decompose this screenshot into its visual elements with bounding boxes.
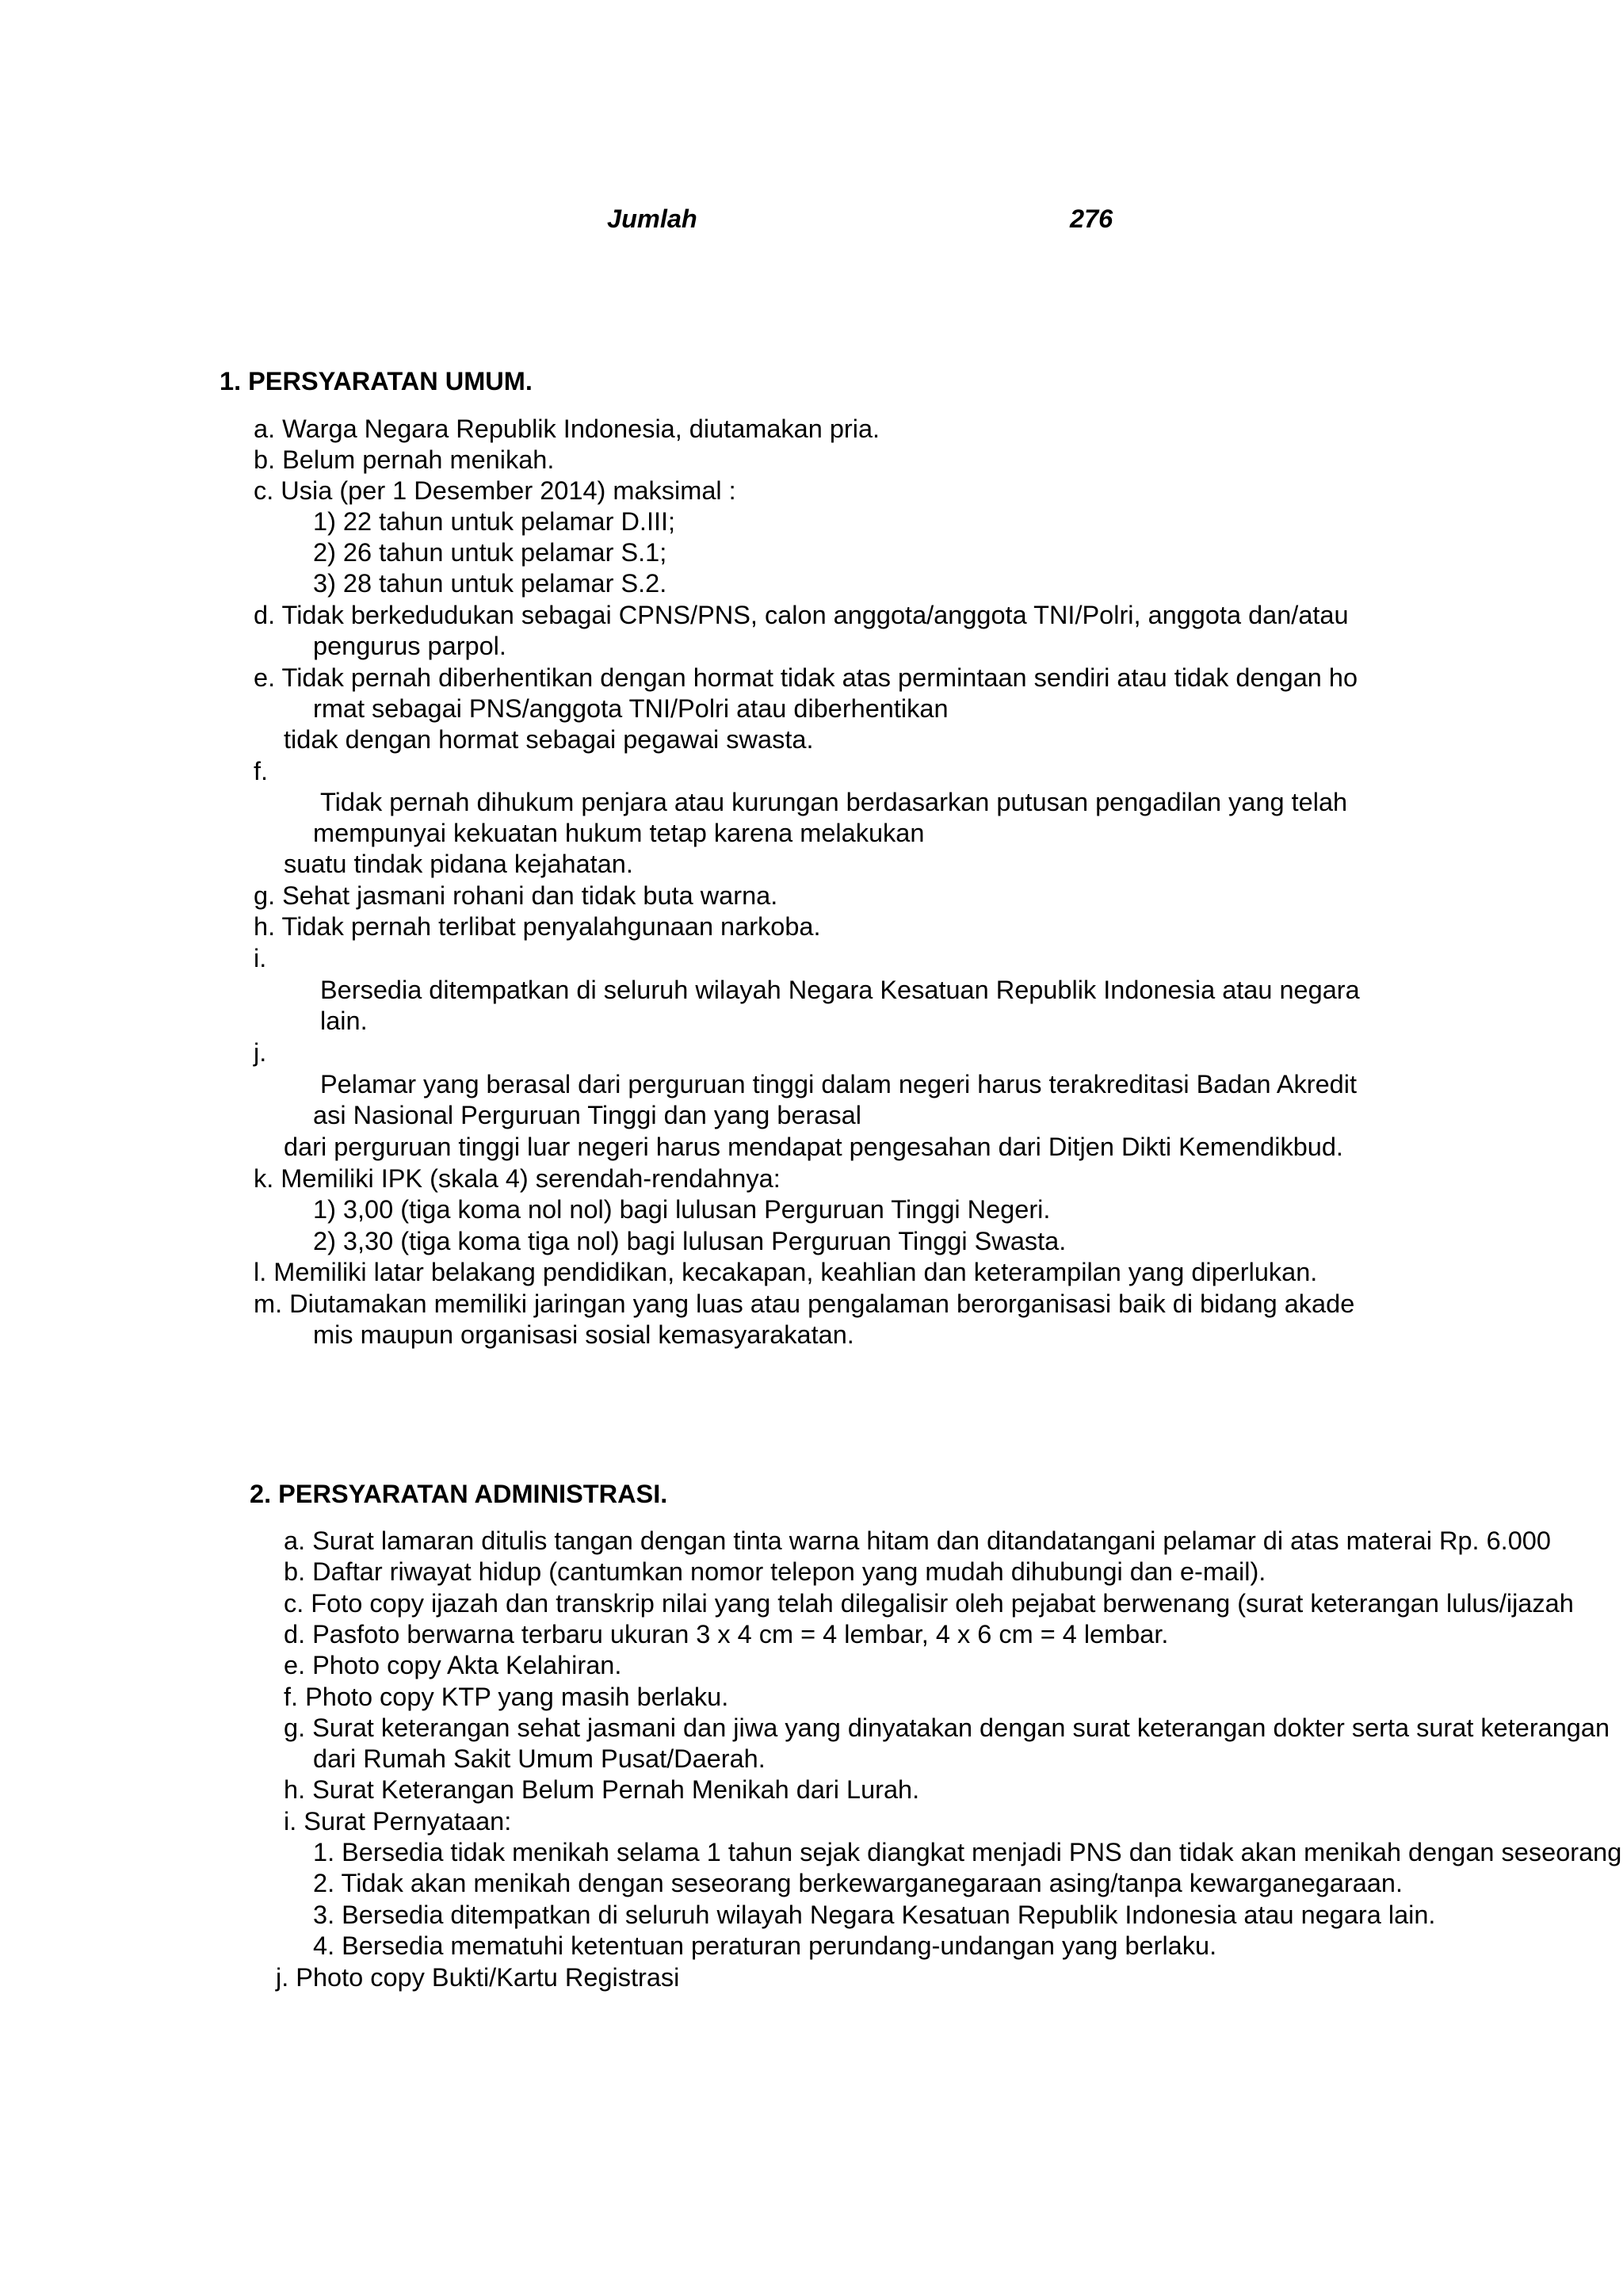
s1-item-d-cont: pengurus parpol. xyxy=(313,632,506,660)
s1-item-f-cont1: mempunyai kekuatan hukum tetap karena melakukan xyxy=(313,819,925,847)
s2-item-g: g. Surat keterangan sehat jasmani dan jiwa yang dinyatakan dengan surat keterangan dokter serta surat keterangan xyxy=(284,1713,1610,1742)
s1-item-c: c. Usia (per 1 Desember 2014) maksimal : xyxy=(254,476,736,505)
s2-item-j: j. Photo copy Bukti/Kartu Registrasi xyxy=(276,1963,680,1992)
s2-item-i-1: 1. Bersedia tidak menikah selama 1 tahun sejak diangkat menjadi PNS dan tidak akan menikah dengan seseorang xyxy=(313,1838,1622,1866)
s2-item-i: i. Surat Pernyataan: xyxy=(284,1807,512,1836)
s2-item-i-2: 2. Tidak akan menikah dengan seseorang berkewarganegaraan asing/tanpa kewarganegaraan. xyxy=(313,1869,1403,1897)
s1-item-i-cont: lain. xyxy=(320,1007,368,1035)
section2-title: 2. PERSYARATAN ADMINISTRASI. xyxy=(250,1480,668,1508)
s1-item-f: Tidak pernah dihukum penjara atau kurungan berdasarkan putusan pengadilan yang telah xyxy=(320,788,1348,816)
s1-item-j: Pelamar yang berasal dari perguruan tinggi dalam negeri harus terakreditasi Badan Akredit xyxy=(320,1070,1357,1098)
s1-item-c-1: 1) 22 tahun untuk pelamar D.III; xyxy=(313,507,676,536)
s2-item-e: e. Photo copy Akta Kelahiran. xyxy=(284,1651,622,1679)
s1-item-k-2: 2) 3,30 (tiga koma tiga nol) bagi lulusan Perguruan Tinggi Swasta. xyxy=(313,1227,1067,1255)
s1-item-i-marker: i. xyxy=(254,944,267,972)
section1-title: 1. PERSYARATAN UMUM. xyxy=(220,367,533,395)
summary-value: 276 xyxy=(1070,204,1113,233)
s1-item-l: l. Memiliki latar belakang pendidikan, kecakapan, keahlian dan keterampilan yang diperlukan. xyxy=(254,1258,1318,1286)
s1-item-g: g. Sehat jasmani rohani dan tidak buta warna. xyxy=(254,881,778,910)
s1-item-m: m. Diutamakan memiliki jaringan yang luas atau pengalaman berorganisasi baik di bidang akade xyxy=(254,1289,1355,1318)
s1-item-e: e. Tidak pernah diberhentikan dengan hormat tidak atas permintaan sendiri atau tidak dengan ho xyxy=(254,663,1358,692)
s1-item-c-2: 2) 26 tahun untuk pelamar S.1; xyxy=(313,538,667,567)
s1-item-i: Bersedia ditempatkan di seluruh wilayah Negara Kesatuan Republik Indonesia atau negara xyxy=(320,976,1360,1004)
s1-item-e-cont1: rmat sebagai PNS/anggota TNI/Polri atau diberhentikan xyxy=(313,694,949,723)
s1-item-f-cont2: suatu tindak pidana kejahatan. xyxy=(284,850,633,878)
s2-item-b: b. Daftar riwayat hidup (cantumkan nomor telepon yang mudah dihubungi dan e-mail). xyxy=(284,1557,1266,1586)
s1-item-m-cont: mis maupun organisasi sosial kemasyarakatan. xyxy=(313,1320,854,1349)
s1-item-k: k. Memiliki IPK (skala 4) serendah-rendahnya: xyxy=(254,1164,781,1193)
s1-item-e-cont2: tidak dengan hormat sebagai pegawai swasta. xyxy=(284,725,814,754)
s2-item-i-3: 3. Bersedia ditempatkan di seluruh wilayah Negara Kesatuan Republik Indonesia atau negara lain. xyxy=(313,1901,1436,1929)
s1-item-f-marker: f. xyxy=(254,757,269,785)
s1-item-j-marker: j. xyxy=(254,1038,267,1067)
s2-item-i-4: 4. Bersedia mematuhi ketentuan peraturan perundang-undangan yang berlaku. xyxy=(313,1931,1217,1960)
s2-item-a: a. Surat lamaran ditulis tangan dengan tinta warna hitam dan ditandatangani pelamar di atas materai Rp. 6.000 xyxy=(284,1526,1551,1555)
s1-item-k-1: 1) 3,00 (tiga koma nol nol) bagi lulusan Perguruan Tinggi Negeri. xyxy=(313,1195,1051,1224)
s2-item-d: d. Pasfoto berwarna terbaru ukuran 3 x 4 cm = 4 lembar, 4 x 6 cm = 4 lembar. xyxy=(284,1620,1169,1648)
s1-item-j-cont2: dari perguruan tinggi luar negeri harus mendapat pengesahan dari Ditjen Dikti Kemendikbud. xyxy=(284,1133,1343,1161)
s2-item-g-cont: dari Rumah Sakit Umum Pusat/Daerah. xyxy=(313,1744,766,1773)
summary-label: Jumlah xyxy=(607,204,697,233)
s1-item-h: h. Tidak pernah terlibat penyalahgunaan narkoba. xyxy=(254,912,821,941)
s2-item-f: f. Photo copy KTP yang masih berlaku. xyxy=(284,1683,729,1711)
s2-item-c: c. Foto copy ijazah dan transkrip nilai yang telah dilegalisir oleh pejabat berwenang (surat keterangan lulus/ijazah xyxy=(284,1589,1574,1618)
s1-item-c-3: 3) 28 tahun untuk pelamar S.2. xyxy=(313,569,667,598)
s1-item-b: b. Belum pernah menikah. xyxy=(254,445,555,474)
s1-item-j-cont1: asi Nasional Perguruan Tinggi dan yang berasal xyxy=(313,1101,861,1129)
s1-item-a: a. Warga Negara Republik Indonesia, diutamakan pria. xyxy=(254,415,880,443)
s2-item-h: h. Surat Keterangan Belum Pernah Menikah dari Lurah. xyxy=(284,1775,920,1804)
s1-item-d: d. Tidak berkedudukan sebagai CPNS/PNS, calon anggota/anggota TNI/Polri, anggota dan/atau xyxy=(254,601,1349,629)
